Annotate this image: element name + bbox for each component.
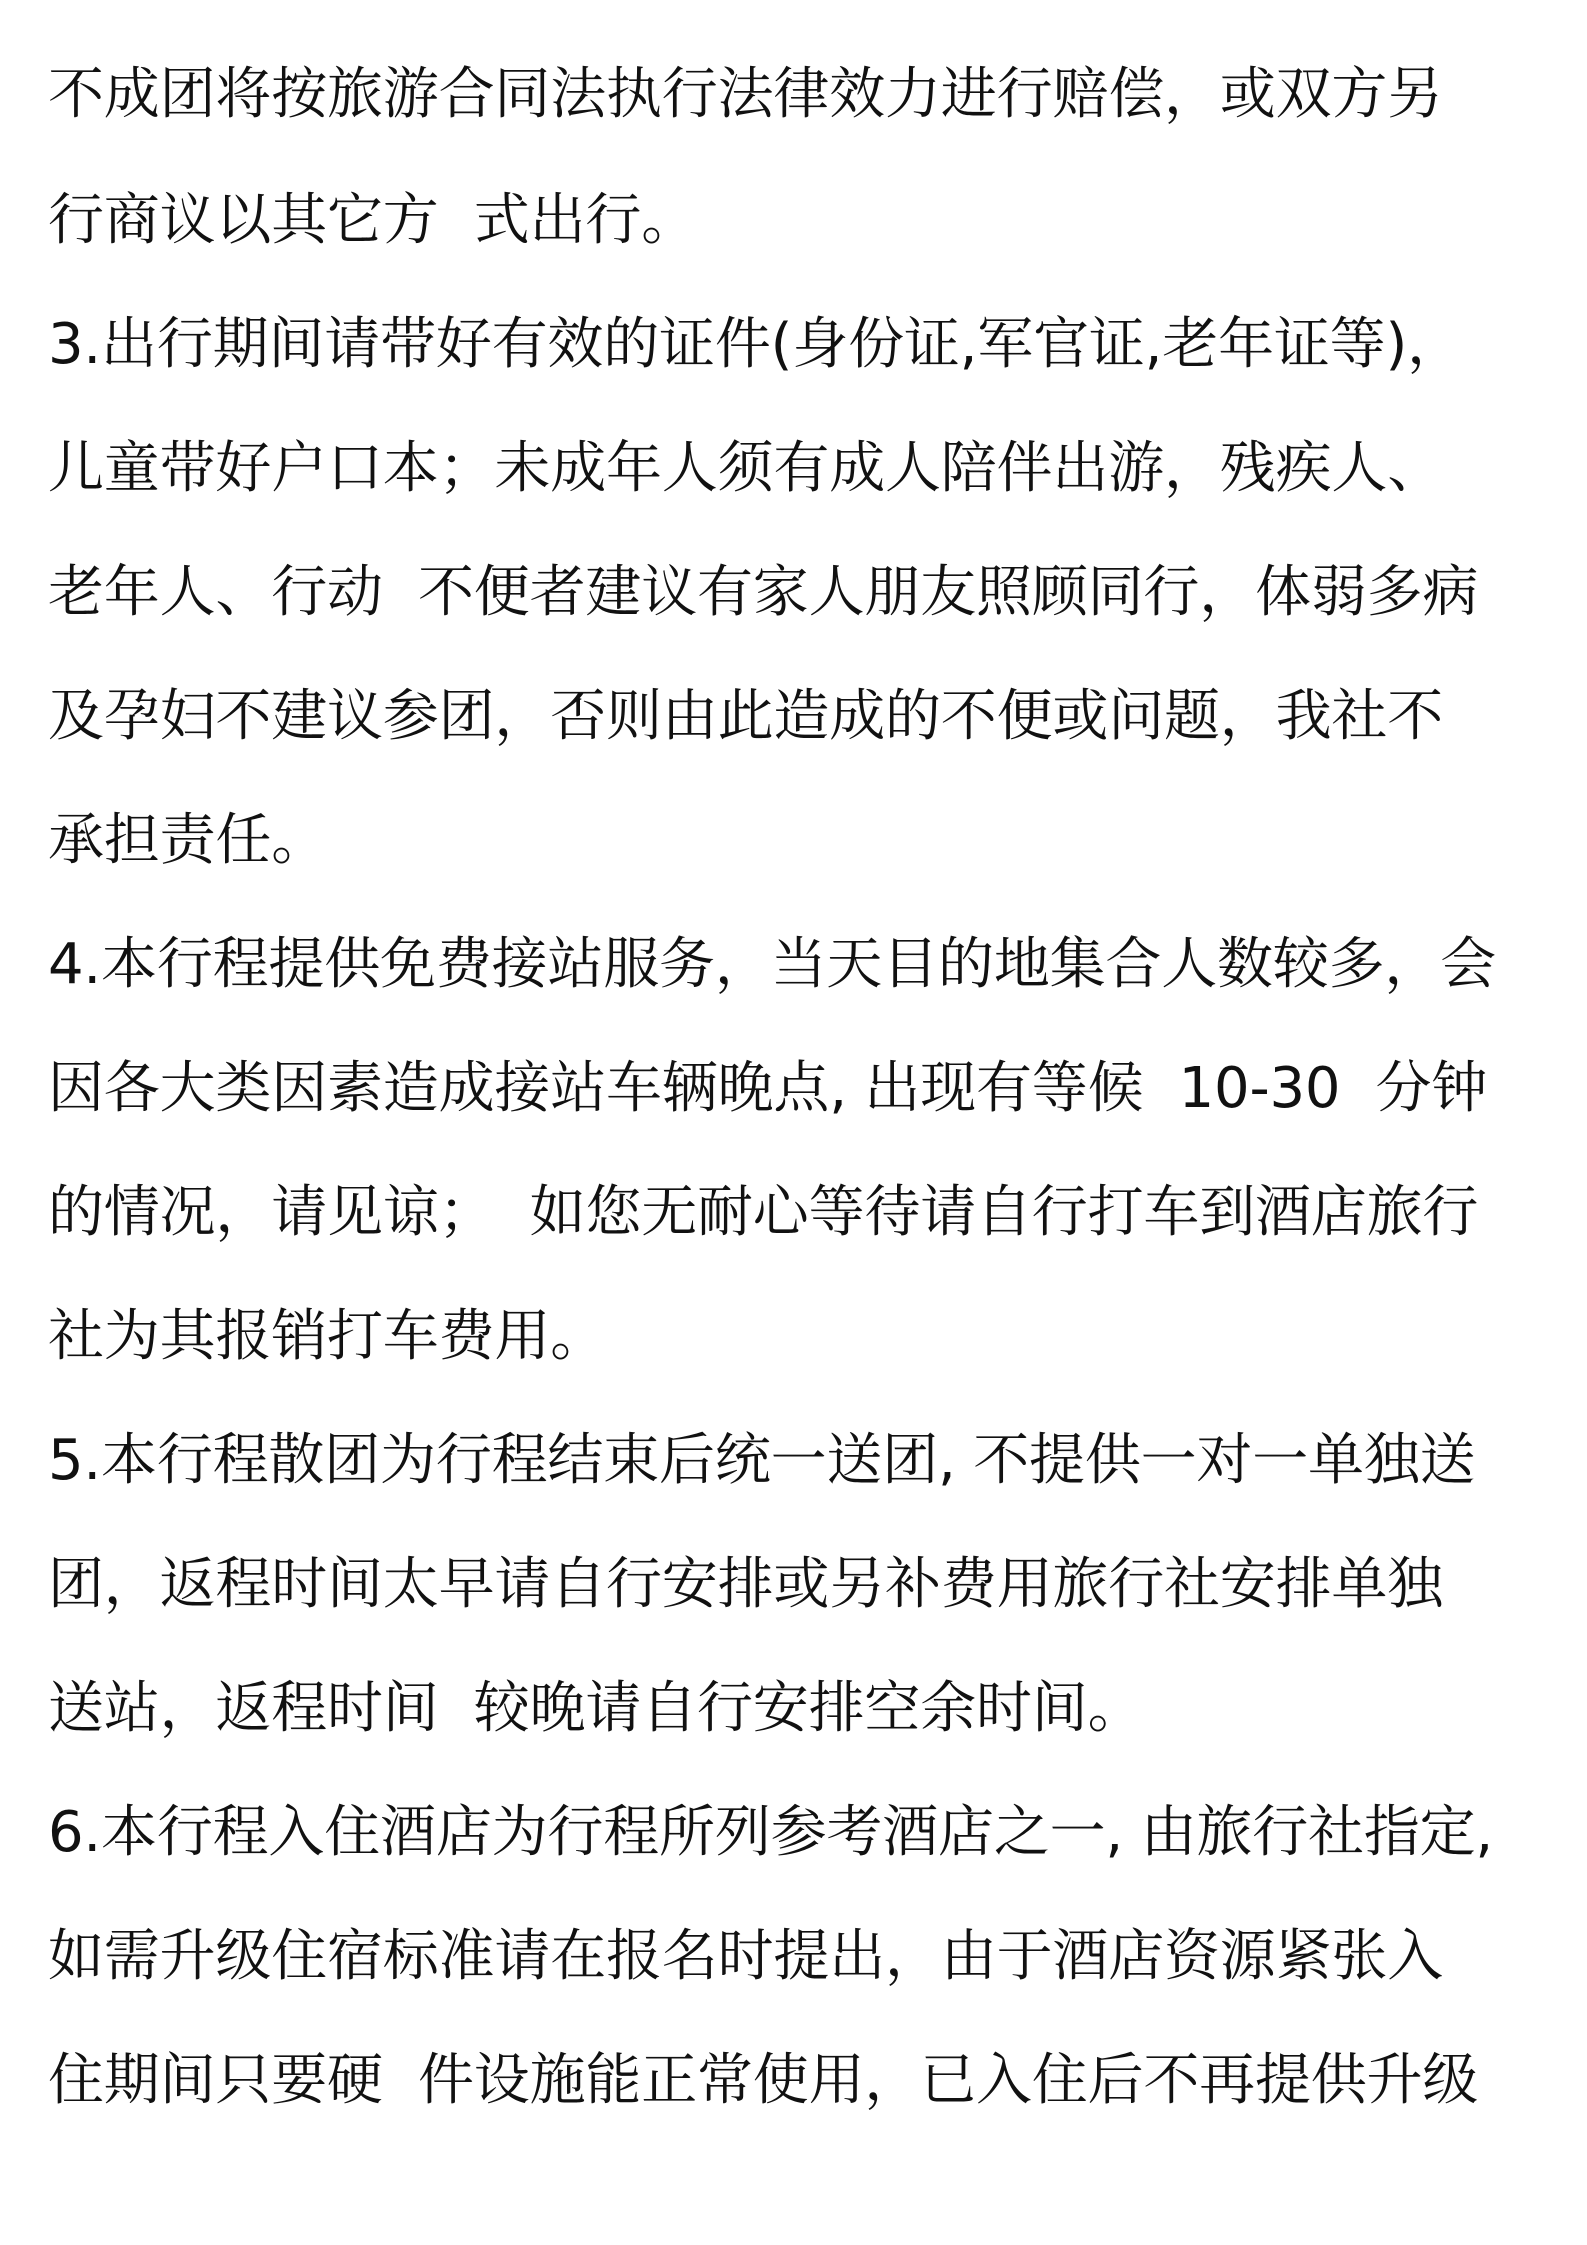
text-line-13: 团，返程时间太早请自行安排或另补费用旅行社安排单独: [48, 1552, 1444, 1617]
text-line-17: 住期间只要硬 件设施能正常使用，已入住后不再提供升级: [48, 2048, 1479, 2113]
text-line-8: 4.本行程提供免费接站服务，当天目的地集合人数较多，会: [48, 932, 1497, 997]
text-line-15: 6.本行程入住酒店为行程所列参考酒店之一, 由旅行社指定,: [48, 1800, 1494, 1865]
text-line-10: 的情况，请见谅； 如您无耐心等待请自行打车到酒店旅行: [48, 1180, 1479, 1245]
text-line-4: 儿童带好户口本；未成年人须有成人陪伴出游，残疾人、: [48, 436, 1444, 501]
text-line-11: 社为其报销打车费用。: [48, 1304, 606, 1369]
text-line-6: 及孕妇不建议参团，否则由此造成的不便或问题，我社不: [48, 684, 1444, 749]
text-line-7: 承担责任。: [48, 808, 327, 873]
text-line-2: 行商议以其它方 式出行。: [48, 188, 698, 253]
text-line-9: 因各大类因素造成接站车辆晚点, 出现有等候 10-30 分钟: [48, 1056, 1488, 1121]
text-line-12: 5.本行程散团为行程结束后统一送团, 不提供一对一单独送: [48, 1428, 1476, 1493]
text-line-1: 不成团将按旅游合同法执行法律效力进行赔偿，或双方另: [48, 62, 1444, 127]
text-line-5: 老年人、行动 不便者建议有家人朋友照顾同行，体弱多病: [48, 560, 1479, 625]
text-line-14: 送站，返程时间 较晚请自行安排空余时间。: [48, 1676, 1144, 1741]
text-line-16: 如需升级住宿标准请在报名时提出，由于酒店资源紧张入: [48, 1924, 1444, 1989]
text-line-3: 3.出行期间请带好有效的证件(身份证,军官证,老年证等)，: [48, 312, 1463, 377]
